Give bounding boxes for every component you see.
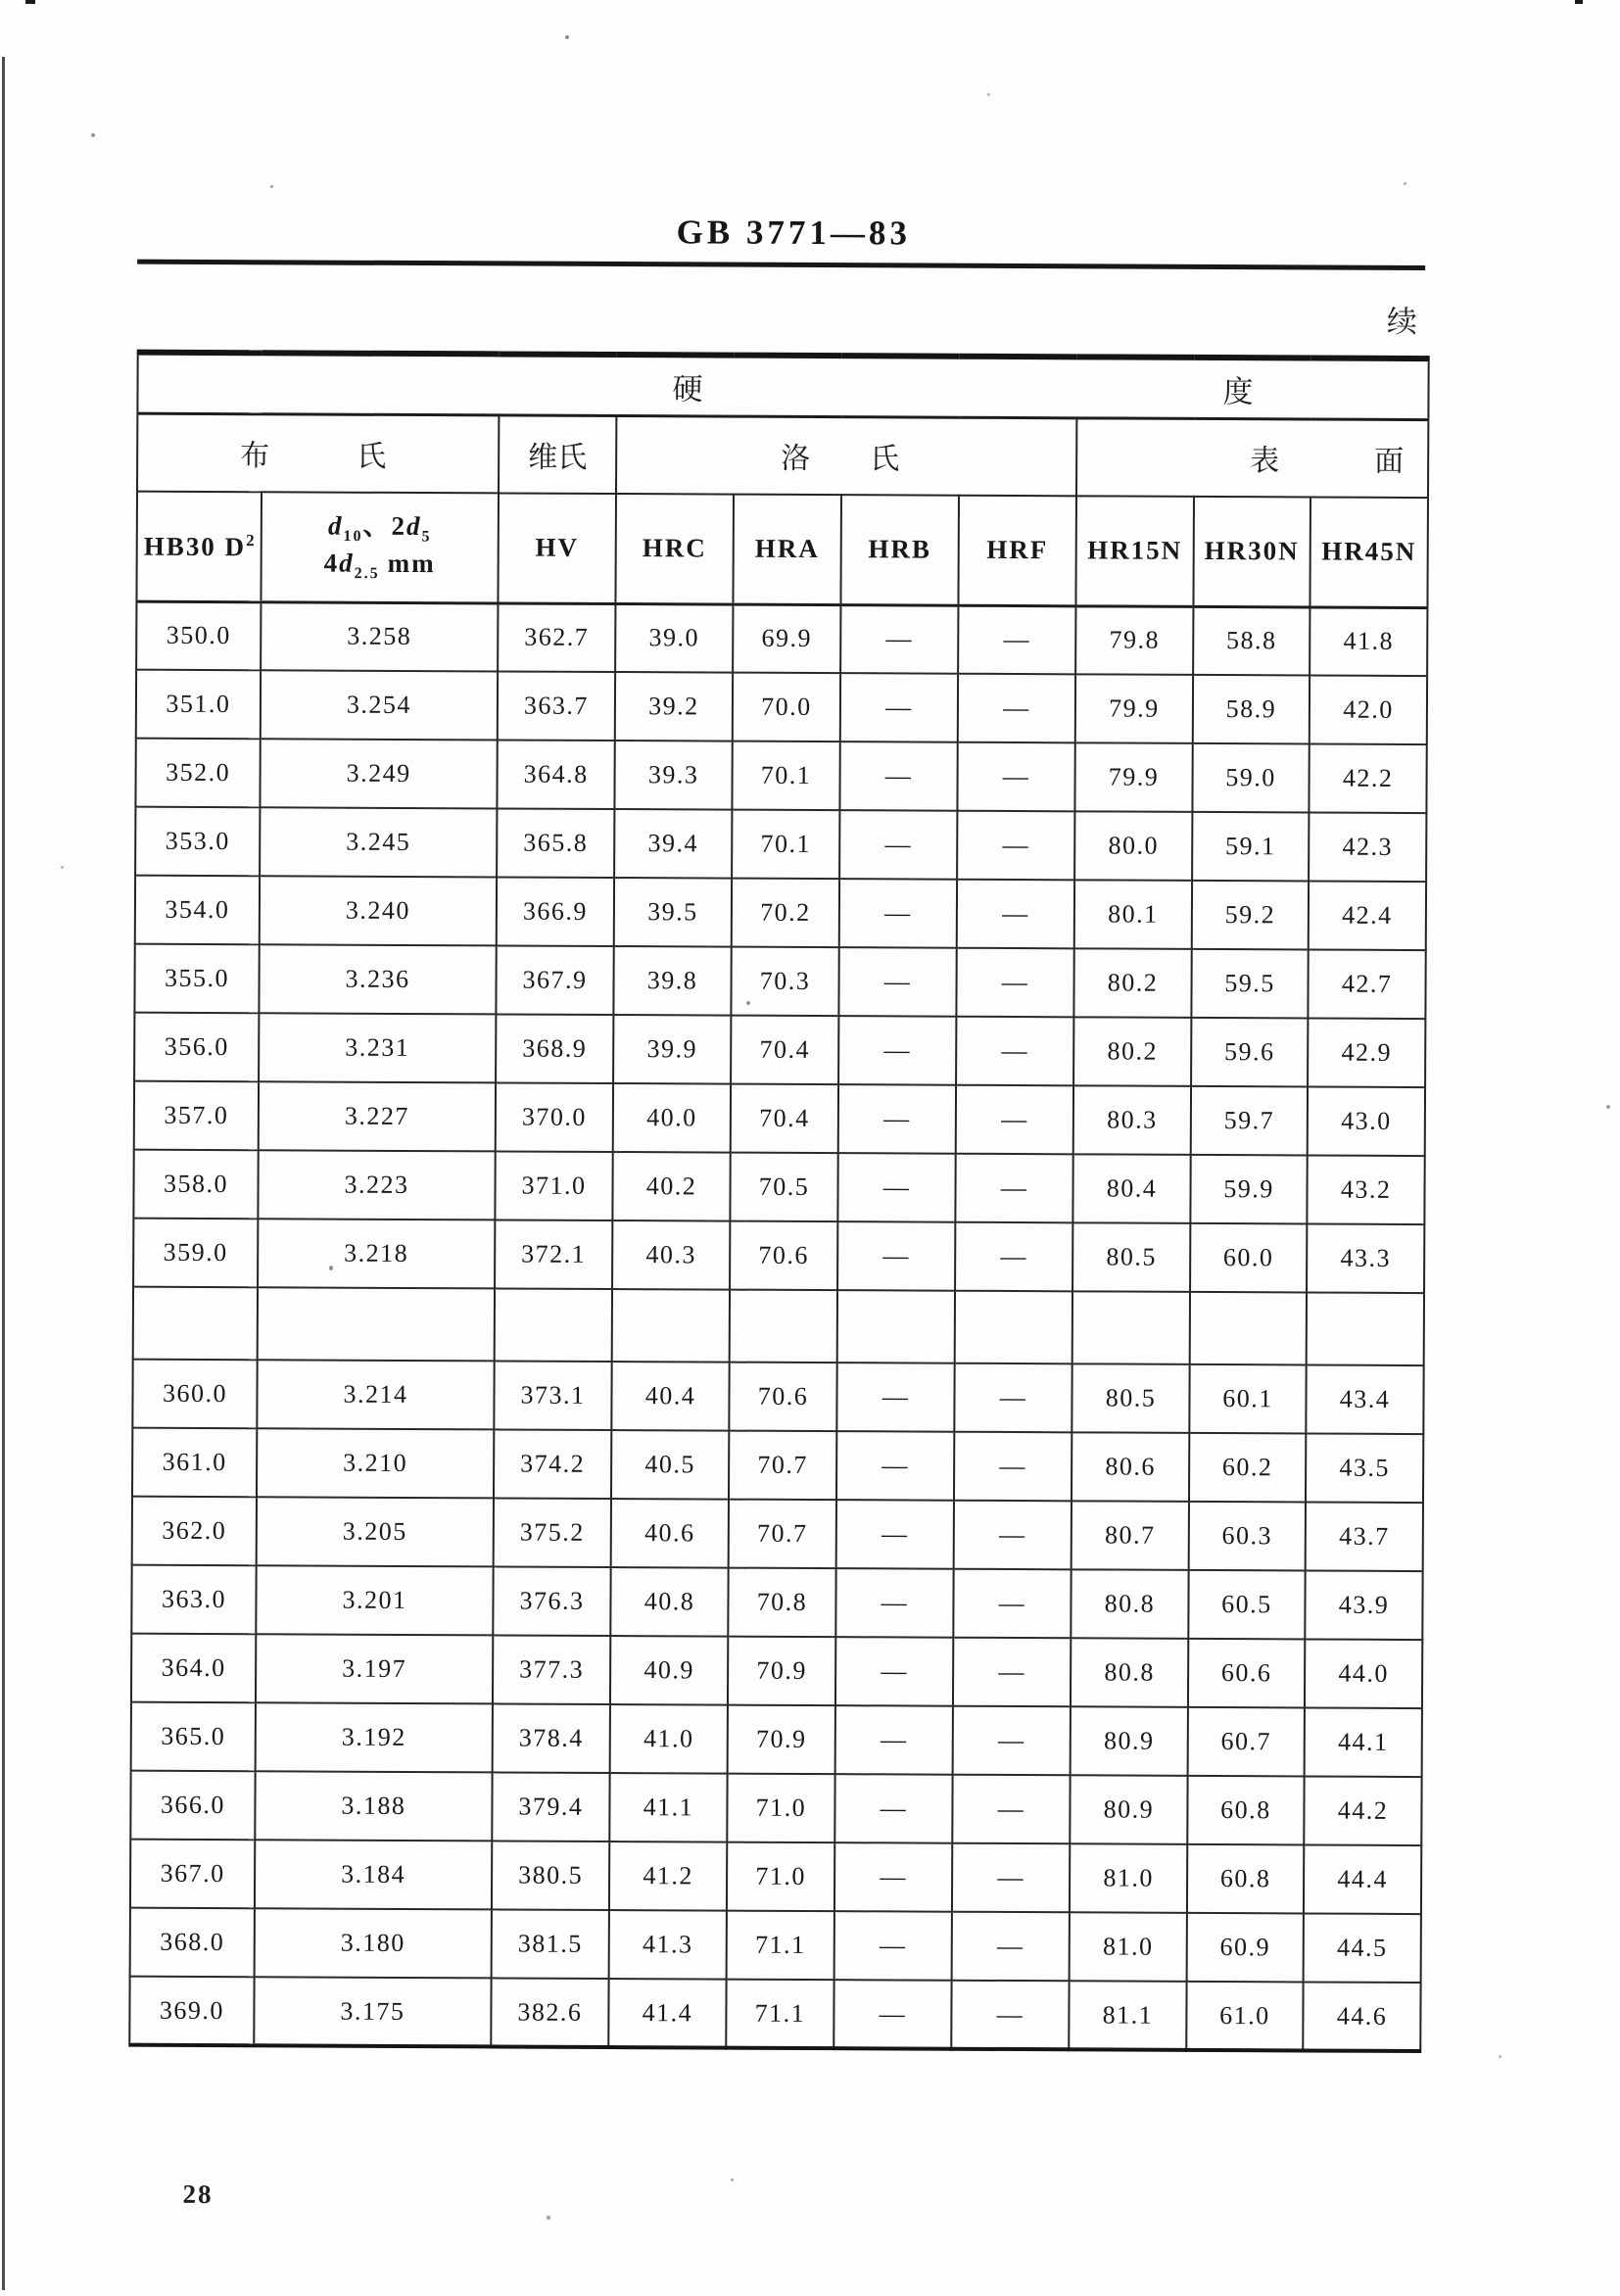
cell-hrc: 41.1 — [609, 1773, 727, 1842]
cell-hr45n: 42.7 — [1308, 949, 1425, 1019]
cell-hr15n: 81.1 — [1069, 1981, 1186, 2050]
cell-hb: 365.0 — [131, 1702, 256, 1772]
cell-hv: 380.5 — [492, 1841, 609, 1910]
cell-hra: 70.1 — [732, 810, 839, 880]
cell-hrb: — — [837, 1221, 955, 1291]
scan-speck — [1606, 1105, 1610, 1109]
cell-hrc: 40.6 — [611, 1499, 729, 1568]
cell-hrc — [612, 1289, 730, 1363]
cell-hr30n: 60.2 — [1189, 1433, 1306, 1503]
cell-hr45n: 44.2 — [1304, 1776, 1421, 1845]
cell-hrc: 40.3 — [612, 1220, 730, 1290]
cell-hr15n: 79.9 — [1074, 742, 1192, 812]
hb-superscript: 2 — [246, 530, 255, 550]
cell-d: 3.223 — [258, 1150, 495, 1220]
cell-hr45n: 43.2 — [1307, 1155, 1424, 1224]
cell-hv: 376.3 — [493, 1566, 610, 1636]
banner-row — [137, 353, 1428, 419]
cell-hrb: — — [839, 741, 957, 811]
page-number: 28 — [182, 2178, 214, 2210]
cell-hr45n: 43.9 — [1305, 1570, 1422, 1640]
diameter-line2: $4d_{2.5}$ mm — [323, 548, 436, 582]
table-row — [135, 876, 1426, 950]
cell-hrb: — — [834, 1911, 952, 1981]
cell-hr45n — [1307, 1292, 1424, 1365]
col-header-hr30n: HR30N — [1193, 497, 1310, 607]
cell-hr45n: 44.5 — [1304, 1913, 1421, 1983]
table-row — [132, 1428, 1423, 1503]
table-row — [132, 1360, 1423, 1434]
cell-hr15n: 80.2 — [1073, 948, 1191, 1018]
group-rockwell — [616, 415, 1076, 496]
standard-number: GB 3771—83 — [676, 213, 912, 253]
cell-hr30n: 59.0 — [1192, 743, 1309, 813]
scan-speck — [565, 35, 569, 39]
cell-hrf: — — [952, 1843, 1070, 1913]
cell-hr15n: 80.5 — [1072, 1222, 1190, 1292]
col-header-hra: HRA — [733, 495, 841, 605]
cell-hv: 362.7 — [498, 602, 615, 672]
scan-speck — [1499, 2055, 1501, 2058]
cell-hv: 374.2 — [494, 1429, 611, 1499]
table-row — [136, 601, 1427, 676]
cell-hb: 367.0 — [130, 1840, 255, 1909]
cell-hr15n: 80.7 — [1072, 1501, 1189, 1570]
cell-hrb: — — [835, 1637, 953, 1706]
cell-hr15n: 80.2 — [1073, 1017, 1191, 1086]
scan-speck — [987, 93, 990, 96]
table-row — [129, 1977, 1420, 2051]
table-row — [131, 1565, 1422, 1640]
cell-hra: 69.9 — [733, 604, 840, 674]
cell-hr30n: 60.5 — [1188, 1570, 1305, 1640]
cell-hrf: — — [958, 605, 1075, 675]
cell-hrb: — — [836, 1363, 954, 1432]
scan-speck — [91, 133, 95, 137]
cell-hra: 70.6 — [730, 1221, 837, 1291]
cell-hrc: 39.5 — [614, 878, 732, 947]
col-header-diameter — [261, 492, 499, 602]
cell-hv: 366.9 — [497, 877, 614, 946]
cell-hr30n: 60.3 — [1189, 1502, 1306, 1571]
table-row — [132, 1497, 1423, 1571]
cell-hv: 372.1 — [495, 1220, 612, 1289]
cell-d: 3.254 — [261, 670, 498, 740]
cell-hr30n: 60.9 — [1187, 1913, 1304, 1983]
cell-hb: 362.0 — [132, 1497, 257, 1566]
table-row — [135, 739, 1426, 813]
cell-hr30n: 59.6 — [1191, 1018, 1308, 1087]
cell-hr45n: 44.1 — [1305, 1707, 1422, 1777]
cell-d: 3.192 — [256, 1702, 493, 1772]
cell-hr15n: 81.0 — [1070, 1912, 1187, 1982]
cell-hrc: 41.4 — [608, 1979, 726, 2048]
group-rockwell-char2: 氏 — [870, 443, 900, 476]
cell-d: 3.245 — [260, 807, 497, 877]
group-brinell — [137, 413, 499, 494]
cell-hr30n: 60.1 — [1189, 1364, 1306, 1434]
col-header-hb30d2: HB30 $D^2$ — [136, 492, 262, 602]
cell-hr45n: 42.3 — [1309, 812, 1426, 882]
cell-hrf: — — [955, 1154, 1072, 1223]
cell-hr15n: 80.4 — [1072, 1154, 1190, 1223]
cell-hr30n: 59.1 — [1192, 812, 1309, 882]
cell-hra: 70.6 — [729, 1363, 836, 1432]
cell-d: 3.205 — [257, 1497, 494, 1566]
cell-hra: 71.1 — [727, 1911, 834, 1981]
cell-hv: 371.0 — [495, 1151, 612, 1220]
banner-char-degree: 度 — [1222, 374, 1254, 409]
cell-hb: 366.0 — [130, 1771, 255, 1841]
cell-hrc: 40.5 — [611, 1430, 729, 1500]
cell-hb — [133, 1287, 258, 1361]
cell-hr45n: 44.4 — [1304, 1844, 1421, 1914]
cell-hra: 70.9 — [728, 1637, 835, 1706]
cell-hrb: — — [836, 1500, 954, 1569]
cell-hr45n: 42.2 — [1309, 743, 1426, 813]
group-brinell-char2: 氏 — [357, 440, 387, 474]
cell-hra: 70.5 — [730, 1153, 837, 1222]
cell-hrc: 40.4 — [611, 1362, 729, 1431]
cell-hrf: — — [953, 1569, 1071, 1639]
col-header-hrb: HRB — [840, 495, 959, 605]
cell-hrf: — — [952, 1775, 1070, 1844]
cell-hrf: — — [956, 1085, 1073, 1155]
cell-hr30n: 60.0 — [1190, 1223, 1307, 1293]
group-surface — [1076, 417, 1429, 498]
cell-hr15n: 79.9 — [1075, 674, 1193, 743]
group-brinell-char1: 布 — [240, 440, 270, 473]
cell-hr15n: 80.9 — [1070, 1775, 1187, 1844]
scan-speck — [61, 866, 64, 869]
cell-hv: 382.6 — [491, 1978, 608, 2047]
col-header-hr15n: HR15N — [1075, 496, 1194, 606]
cell-d — [258, 1287, 495, 1361]
cell-hrb: — — [838, 947, 956, 1017]
cell-hrb: — — [839, 810, 957, 880]
cell-hra: 70.7 — [729, 1500, 836, 1569]
scan-speck — [329, 1266, 333, 1270]
group-surface-char2: 面 — [1374, 446, 1405, 479]
cell-hrc: 39.8 — [613, 946, 731, 1016]
cell-hrc: 41.2 — [609, 1842, 727, 1911]
cell-hrf: — — [954, 1432, 1072, 1502]
cell-hb: 351.0 — [136, 670, 261, 740]
table-row — [133, 1150, 1424, 1224]
cell-hr30n: 58.8 — [1193, 606, 1310, 676]
cell-hrb: — — [838, 1016, 956, 1085]
cell-d: 3.218 — [258, 1219, 495, 1288]
cell-hrb: — — [835, 1705, 953, 1775]
cell-hb: 364.0 — [131, 1634, 256, 1703]
cell-hr15n — [1072, 1291, 1190, 1364]
scan-speck — [746, 1001, 750, 1005]
cell-hr30n: 61.0 — [1186, 1982, 1303, 2051]
table-row — [131, 1702, 1422, 1777]
cell-hb: 358.0 — [133, 1150, 258, 1220]
cell-hr45n: 42.4 — [1309, 881, 1426, 950]
cell-hr15n: 80.1 — [1074, 880, 1192, 949]
cell-hrc: 39.0 — [615, 603, 733, 673]
table-row — [134, 1081, 1425, 1156]
cell-hr45n: 43.7 — [1306, 1502, 1423, 1571]
table-row — [134, 1013, 1425, 1087]
cell-hr30n: 60.6 — [1188, 1639, 1305, 1708]
scan-speck — [1404, 182, 1406, 185]
group-rockwell-char1: 洛 — [781, 443, 811, 476]
cell-d: 3.184 — [255, 1840, 492, 1909]
cell-hb: 352.0 — [135, 739, 260, 808]
group-surface-char1: 表 — [1250, 445, 1280, 478]
cell-d: 3.210 — [257, 1428, 494, 1498]
cell-hv: 378.4 — [493, 1703, 610, 1773]
cell-hr30n: 59.2 — [1192, 881, 1309, 950]
cell-hb: 356.0 — [134, 1013, 259, 1082]
cell-hr15n: 80.0 — [1074, 811, 1192, 881]
cell-hrf: — — [955, 1222, 1072, 1292]
cell-hrb: — — [834, 1980, 951, 2049]
cell-hb: 354.0 — [135, 876, 260, 945]
cell-hra — [730, 1290, 837, 1363]
cell-hr45n: 41.8 — [1310, 606, 1427, 676]
cell-hb: 359.0 — [133, 1219, 258, 1288]
cell-hb: 357.0 — [134, 1081, 259, 1151]
cell-hr15n: 79.8 — [1075, 605, 1193, 675]
cell-d: 3.214 — [257, 1360, 494, 1429]
cell-d: 3.175 — [254, 1977, 491, 2046]
cell-hrf: — — [953, 1706, 1071, 1776]
cell-hv: 363.7 — [498, 671, 615, 741]
banner-char-hardness: 硬 — [672, 371, 703, 407]
cell-d: 3.258 — [261, 601, 498, 671]
cell-hrb: — — [836, 1431, 954, 1501]
cell-hrf: — — [953, 1638, 1071, 1707]
cell-hr30n — [1190, 1292, 1307, 1365]
table-row — [131, 1634, 1422, 1708]
cell-hr30n: 60.8 — [1187, 1776, 1304, 1845]
title-rule — [137, 260, 1425, 270]
cell-hrc: 40.9 — [610, 1636, 728, 1705]
table-row — [130, 1908, 1421, 1983]
cell-hb: 355.0 — [134, 944, 259, 1014]
cell-d: 3.236 — [259, 944, 496, 1014]
cell-hrb: — — [840, 604, 958, 674]
cell-d: 3.201 — [256, 1565, 493, 1635]
cell-hrf: — — [958, 674, 1075, 743]
cell-hrc: 40.8 — [610, 1567, 728, 1637]
scan-corner-mark — [25, 0, 35, 4]
cell-d: 3.249 — [260, 739, 497, 808]
cell-hr45n: 43.0 — [1308, 1086, 1425, 1156]
cell-hrf: — — [952, 1912, 1070, 1982]
cell-hr15n: 80.3 — [1073, 1085, 1191, 1155]
cell-hra: 70.3 — [731, 947, 838, 1017]
cell-hr30n: 60.8 — [1187, 1844, 1304, 1914]
cell-hb: 368.0 — [130, 1908, 255, 1978]
col-header-hrc: HRC — [615, 494, 734, 604]
cell-hra: 70.4 — [731, 1016, 838, 1085]
cell-hrc: 41.0 — [610, 1704, 728, 1774]
cell-hb: 363.0 — [131, 1565, 256, 1635]
cell-hv: 379.4 — [492, 1772, 609, 1842]
banner-cell — [137, 353, 1428, 419]
cell-hrb: — — [840, 673, 958, 742]
scan-speck — [270, 185, 273, 188]
cell-hrb: — — [839, 879, 957, 948]
cell-hrf: — — [954, 1501, 1072, 1570]
table-row — [135, 807, 1426, 882]
cell-hrc: 41.3 — [609, 1910, 727, 1980]
cell-d: 3.180 — [255, 1908, 492, 1978]
cell-hr15n: 81.0 — [1070, 1843, 1187, 1913]
column-header-row — [136, 492, 1428, 607]
col-header-hr45n: HR45N — [1310, 497, 1428, 607]
cell-d: 3.231 — [259, 1013, 496, 1082]
cell-hv: 368.9 — [496, 1014, 613, 1083]
spacer-row — [133, 1287, 1424, 1365]
cell-hrc: 40.2 — [612, 1152, 730, 1221]
diameter-line1: $d_{10}$、$2d_5$ — [328, 510, 432, 546]
cell-hr45n: 44.6 — [1303, 1982, 1420, 2051]
cell-hb: 369.0 — [129, 1977, 254, 2046]
cell-hr30n: 59.5 — [1191, 949, 1308, 1019]
cell-hrf: — — [954, 1363, 1072, 1433]
cell-hra: 70.7 — [729, 1431, 836, 1501]
cell-hra: 70.8 — [728, 1568, 835, 1638]
cell-hr15n: 80.6 — [1072, 1432, 1189, 1502]
cell-hb: 360.0 — [132, 1360, 257, 1429]
cell-hrf: — — [956, 1017, 1073, 1086]
cell-hra: 70.4 — [731, 1084, 838, 1154]
cell-hrf: — — [957, 742, 1074, 812]
scan-edge-line — [2, 57, 5, 2290]
cell-hv: 381.5 — [492, 1909, 609, 1979]
cell-hra: 70.1 — [732, 741, 839, 811]
cell-hra: 70.9 — [728, 1705, 835, 1775]
continued-label: 续 — [1386, 304, 1417, 340]
cell-hr45n: 42.0 — [1310, 675, 1427, 744]
cell-hrf: — — [956, 948, 1073, 1018]
cell-hrc: 39.2 — [615, 672, 733, 741]
cell-hv: 367.9 — [496, 945, 613, 1015]
cell-hra: 70.2 — [732, 879, 839, 948]
cell-d: 3.240 — [260, 876, 497, 945]
col-header-hrf: HRF — [958, 496, 1076, 606]
table-row — [130, 1840, 1421, 1914]
cell-hrf: — — [957, 880, 1074, 949]
cell-hrf: — — [951, 1981, 1069, 2050]
group-header-row — [137, 413, 1429, 498]
cell-hr45n: 42.9 — [1308, 1018, 1425, 1087]
cell-hrb: — — [834, 1774, 952, 1843]
cell-hrb: — — [837, 1153, 955, 1222]
cell-hrb: — — [834, 1842, 952, 1912]
cell-hr15n: 80.8 — [1071, 1569, 1188, 1639]
cell-hra: 71.0 — [727, 1774, 834, 1843]
cell-hrb: — — [835, 1568, 953, 1638]
cell-hrf — [955, 1291, 1072, 1364]
cell-hrf: — — [957, 811, 1074, 881]
cell-d: 3.197 — [256, 1634, 493, 1703]
table-row — [133, 1219, 1424, 1293]
cell-hr45n: 43.4 — [1306, 1364, 1423, 1434]
cell-hra: 71.1 — [726, 1980, 834, 2049]
cell-hb: 353.0 — [135, 807, 260, 877]
cell-hv — [495, 1288, 612, 1362]
cell-hr30n: 59.9 — [1190, 1155, 1307, 1224]
scan-speck — [731, 2178, 734, 2181]
table-row — [136, 670, 1427, 744]
cell-hv: 365.8 — [497, 808, 614, 878]
cell-hra: 71.0 — [727, 1842, 834, 1912]
cell-hv: 364.8 — [497, 740, 614, 809]
cell-hrb — [837, 1290, 955, 1363]
cell-hb: 350.0 — [136, 601, 261, 671]
scan-speck — [547, 2216, 550, 2220]
group-vickers: 维氏 — [499, 414, 616, 494]
cell-hr30n: 58.9 — [1193, 675, 1310, 744]
scan-corner-mark — [1575, 0, 1583, 4]
cell-hrb: — — [838, 1084, 956, 1154]
cell-hv: 373.1 — [494, 1361, 611, 1430]
cell-hrc: 39.9 — [613, 1015, 731, 1084]
cell-hr15n: 80.5 — [1072, 1363, 1189, 1433]
cell-d: 3.188 — [255, 1771, 492, 1841]
col-header-hv: HV — [498, 493, 616, 603]
cell-hr30n: 59.7 — [1191, 1086, 1308, 1156]
cell-hr45n: 44.0 — [1305, 1639, 1422, 1708]
cell-hr30n: 60.7 — [1188, 1707, 1305, 1777]
cell-hb: 361.0 — [132, 1428, 257, 1498]
cell-d: 3.227 — [259, 1081, 496, 1151]
cell-hrc: 40.0 — [613, 1083, 731, 1153]
cell-hr15n: 80.8 — [1071, 1638, 1188, 1707]
cell-hrc: 39.3 — [614, 741, 732, 810]
cell-hv: 370.0 — [496, 1082, 613, 1152]
cell-hv: 375.2 — [494, 1498, 611, 1567]
table-row — [130, 1771, 1421, 1845]
hardness-conversion-table — [128, 350, 1430, 2053]
cell-hr45n: 43.5 — [1306, 1433, 1423, 1503]
table-row — [134, 944, 1425, 1019]
cell-hv: 377.3 — [493, 1635, 610, 1704]
cell-hra: 70.0 — [733, 673, 840, 742]
cell-hr45n: 43.3 — [1307, 1223, 1424, 1293]
cell-hrc: 39.4 — [614, 809, 732, 879]
cell-hr15n: 80.9 — [1071, 1706, 1188, 1776]
